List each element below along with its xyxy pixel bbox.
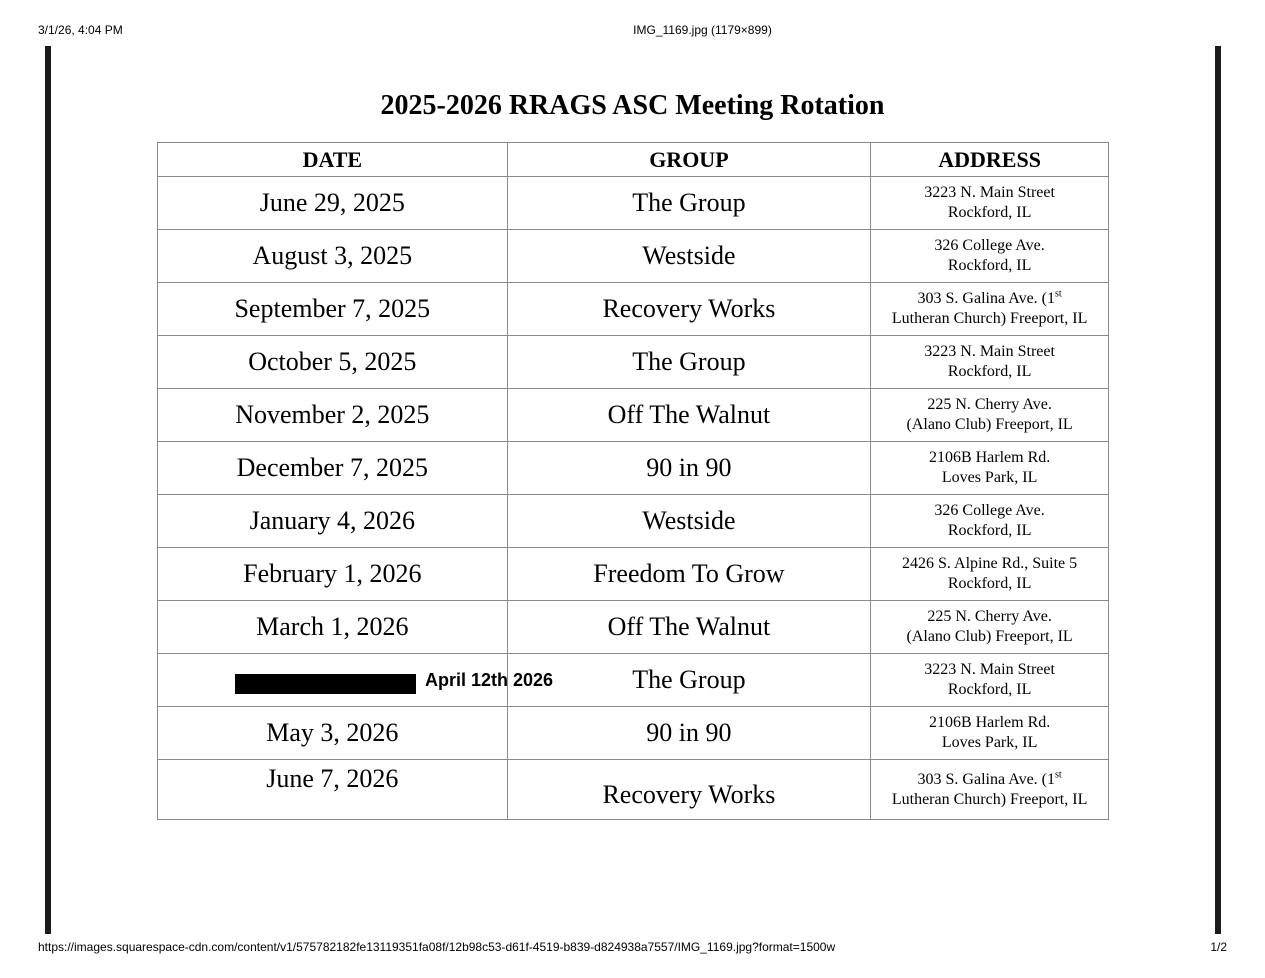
cell-group: The Group: [507, 336, 871, 389]
print-datetime: 3/1/26, 4:04 PM: [38, 23, 123, 37]
print-footer: [0, 940, 1265, 960]
address-line-1: 3223 N. Main Street: [924, 343, 1055, 360]
address-line-2: Rockford, IL: [947, 575, 1032, 592]
address-line-1: 225 N. Cherry Ave.: [927, 608, 1052, 625]
cell-date: June 29, 2025: [158, 177, 508, 230]
address-line-1: 2426 S. Alpine Rd., Suite 5: [902, 555, 1078, 572]
table-row: [158, 283, 1109, 336]
cell-date: August 3, 2025: [158, 230, 508, 283]
table-row: [158, 230, 1109, 283]
page-title: 2025-2026 RRAGS ASC Meeting Rotation: [380, 90, 885, 121]
cell-address: [871, 707, 1109, 760]
cell-date: January 4, 2026: [158, 495, 508, 548]
cell-address: [871, 336, 1109, 389]
cell-address: [871, 654, 1109, 707]
column-header-group: GROUP: [507, 143, 871, 177]
table-row: [158, 442, 1109, 495]
cell-date: November 2, 2025: [158, 389, 508, 442]
cell-address: [871, 283, 1109, 336]
table-row: [158, 654, 1109, 707]
table-row: [158, 336, 1109, 389]
source-url: https://images.squarespace-cdn.com/content/v1/575782182fe13119351fa08f/12b98c53-d61f-4519-b839-d824938a7557/IMG_1169.jpg?format=1500w: [38, 940, 836, 954]
address-line-2: Rockford, IL: [947, 522, 1032, 539]
date-overwrite-label: April 12th 2026: [425, 670, 554, 690]
address-line-2: (Alano Club) Freeport, IL: [906, 628, 1073, 645]
cell-date: February 1, 2026: [158, 548, 508, 601]
meeting-rotation-table: [157, 142, 1109, 820]
address-line-2: Lutheran Church) Freeport, IL: [891, 310, 1088, 327]
cell-group: 90 in 90: [507, 442, 871, 495]
cell-group: The Group: [507, 177, 871, 230]
cell-group: Westside: [507, 495, 871, 548]
cell-group: Off The Walnut: [507, 601, 871, 654]
cell-address: [871, 230, 1109, 283]
cell-date: December 7, 2025: [158, 442, 508, 495]
cell-date: June 7, 2026: [158, 760, 508, 820]
cell-group: Westside: [507, 230, 871, 283]
address-line-1: 303 S. Galina Ave. (1: [917, 770, 1055, 788]
address-line-1: 225 N. Cherry Ave.: [927, 396, 1052, 413]
table-row: [158, 389, 1109, 442]
cell-group: Recovery Works: [507, 283, 871, 336]
cell-address: [871, 760, 1109, 820]
cell-group: Freedom To Grow: [507, 548, 871, 601]
address-line-2: Loves Park, IL: [941, 734, 1038, 751]
cell-address: [871, 389, 1109, 442]
column-header-address: ADDRESS: [871, 143, 1109, 177]
table-header-row: [158, 143, 1109, 177]
table-row: [158, 548, 1109, 601]
cell-group: The Group: [507, 654, 871, 707]
table-row: [158, 707, 1109, 760]
cell-address: [871, 601, 1109, 654]
address-line-2: Rockford, IL: [947, 257, 1032, 274]
address-line-2: (Alano Club) Freeport, IL: [906, 416, 1073, 433]
print-doc-title: IMG_1169.jpg (1179×899): [633, 23, 772, 37]
address-line-2: Lutheran Church) Freeport, IL: [891, 790, 1088, 808]
cell-date: October 5, 2025: [158, 336, 508, 389]
table-row: [158, 495, 1109, 548]
address-line-1: 303 S. Galina Ave. (1: [917, 290, 1055, 307]
cell-address: [871, 442, 1109, 495]
cell-date: September 7, 2025: [158, 283, 508, 336]
address-line-1: 326 College Ave.: [934, 237, 1045, 254]
page-border-right: [1215, 46, 1221, 934]
cell-date-redacted: [158, 654, 554, 707]
page-number: 1/2: [1210, 940, 1227, 954]
cell-group: Off The Walnut: [507, 389, 871, 442]
cell-date: May 3, 2026: [158, 707, 508, 760]
cell-address: [871, 177, 1109, 230]
address-line-1: 3223 N. Main Street: [924, 661, 1055, 678]
redaction-bar: [235, 674, 416, 694]
print-header: [0, 23, 1265, 43]
address-superscript: st: [1055, 769, 1062, 781]
table-row: [158, 760, 1109, 820]
address-line-1: 2106B Harlem Rd.: [928, 449, 1051, 466]
address-line-2: Rockford, IL: [947, 363, 1032, 380]
cell-group: 90 in 90: [507, 707, 871, 760]
cell-address: [871, 548, 1109, 601]
page-border-left: [45, 46, 51, 934]
cell-address: [871, 495, 1109, 548]
address-superscript: st: [1055, 288, 1062, 300]
table-row: [158, 601, 1109, 654]
cell-date: March 1, 2026: [158, 601, 508, 654]
address-line-2: Loves Park, IL: [941, 469, 1038, 486]
table-row: [158, 177, 1109, 230]
column-header-date: DATE: [158, 143, 508, 177]
address-line-2: Rockford, IL: [947, 204, 1032, 221]
address-line-2: Rockford, IL: [947, 681, 1032, 698]
address-line-1: 326 College Ave.: [934, 502, 1045, 519]
address-line-1: 2106B Harlem Rd.: [928, 714, 1051, 731]
cell-group: Recovery Works: [507, 760, 871, 820]
address-line-1: 3223 N. Main Street: [924, 184, 1055, 201]
